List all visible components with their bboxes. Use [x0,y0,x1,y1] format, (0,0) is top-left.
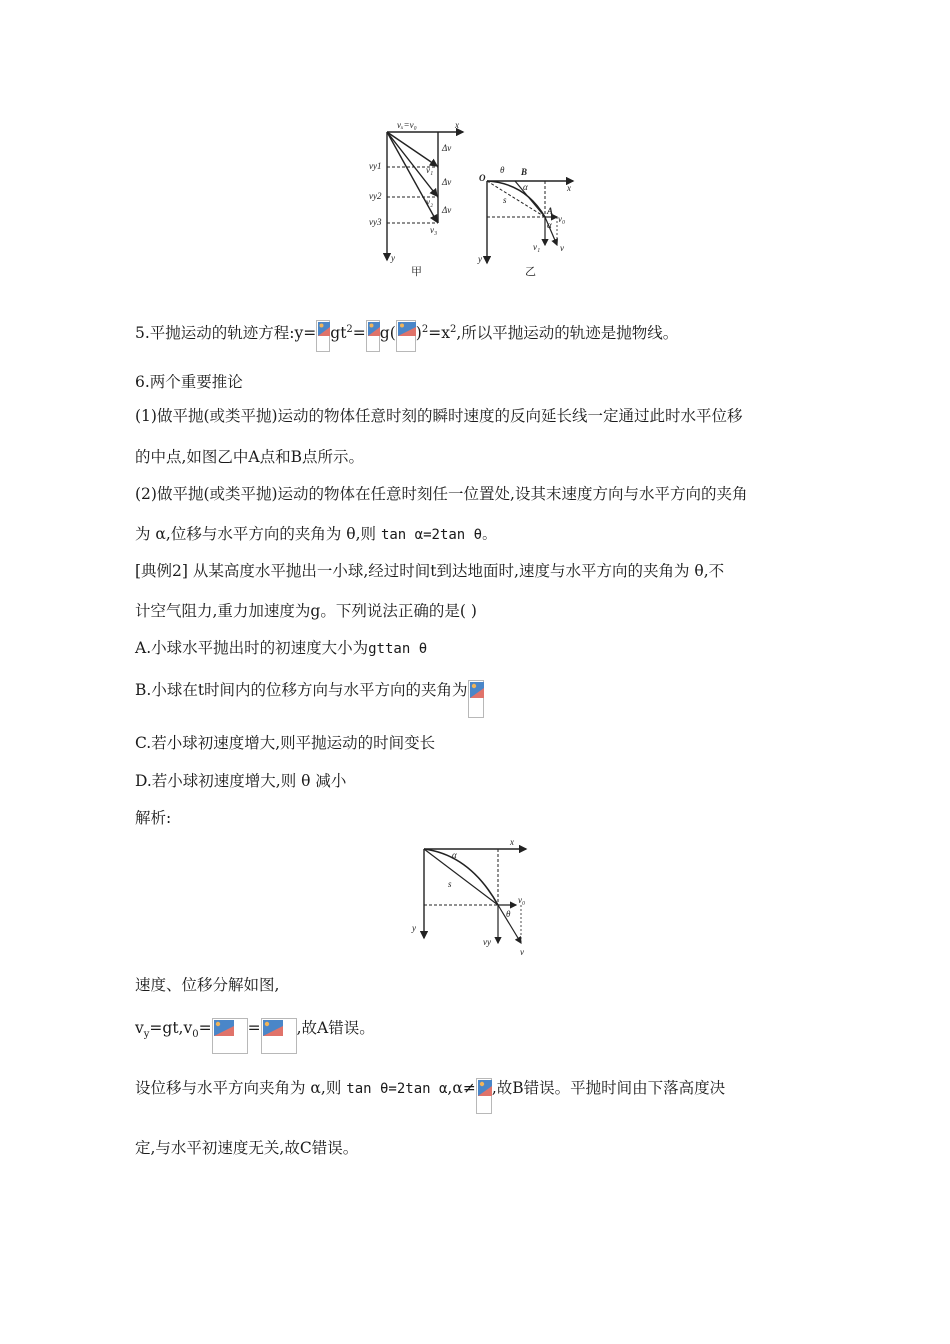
v1-label-yi: v₁ [533,242,541,252]
s-label-2: s [448,879,452,889]
option-d: D.若小球初速度增大,则 θ 减小 [135,772,347,790]
formula-image-icon [212,1018,248,1054]
item6-p2-line1: (2)做平抛(或类平抛)运动的物体在任意时刻任一位置处,设其末速度方向与水平方向的夹角 [135,485,748,503]
formula-image-icon [468,680,484,718]
y-axis-label: y [391,253,395,263]
s-label: s [503,195,507,205]
item5-equation: 5.平抛运动的轨迹方程:y= $gt^2=$ g( )$^2=x^2$,所以平抛运动的轨迹是抛物线。 [135,320,678,352]
theta-label-2: θ [506,909,511,919]
y-axis-label-2: y [412,923,416,933]
decomposition-labels [411,837,525,957]
dv-label-3: Δv [442,205,452,215]
formula-image-icon [366,320,380,352]
v2-label: v₂ [426,197,434,207]
v1-label: v₁ [426,165,434,175]
formula-image-icon [261,1018,297,1054]
jia-labels [369,120,459,263]
alpha-label-a: α [547,220,552,230]
dv-label-2: Δv [442,177,452,187]
example-question-line1: [典例2] 从某高度水平抛出一小球,经过时间t到达地面时,速度与水平方向的夹角为 θ,不 [135,562,725,580]
x-axis-label: x [455,120,459,130]
theta-label: θ [500,165,505,175]
v0-label-2: v₀ [518,895,526,905]
vx-label: vₓ=v₀ [397,120,417,130]
solution-line2: $v_y=gt,v_0=$ = ,故A错误。 [135,1018,375,1054]
option-c: C.若小球初速度增大,则平抛运动的时间变长 [135,734,436,752]
yi-labels [477,165,571,264]
vy1-label: vy1 [369,161,382,171]
solution-line4: 定,与水平初速度无关,故C错误。 [135,1139,359,1157]
option-b: B.小球在t时间内的位移方向与水平方向的夹角为 [135,680,484,718]
caption-yi: 乙 [525,266,536,278]
solution-line1: 速度、位移分解如图, [135,976,280,994]
v0-label: v₀ [558,214,566,224]
jiexi-label: 解析: [135,809,172,827]
item6-p1-line2: 的中点,如图乙中A点和B点所示。 [135,448,365,466]
O-label: O [479,173,486,183]
formula-image-icon [476,1078,492,1114]
item6-p2-line2: 为 α,位移与水平方向的夹角为 θ,则 tan α=2tan θ。 [135,525,497,543]
vy-label-2: vy [483,937,491,947]
alpha-label-2: α [452,850,457,860]
A-label: A [547,206,554,216]
v3-label: v₃ [430,225,438,235]
alpha-label: α [523,182,528,192]
formula-image-icon [396,320,416,352]
option-a: A.小球水平抛出时的初速度大小为gttan θ [135,639,428,657]
item6-title: 6.两个重要推论 [135,373,243,391]
caption-jia: 甲 [411,266,422,278]
vy3-label: vy3 [369,217,382,227]
x-axis-label-yi: x [567,183,571,193]
figure-jia-yi [355,115,605,285]
dv-label-1: Δv [442,143,452,153]
item6-p1-line1: (1)做平抛(或类平抛)运动的物体任意时刻的瞬时速度的反向延长线一定通过此时水平位移 [135,407,743,425]
formula-image-icon [316,320,330,352]
y-axis-label-yi: y [478,254,482,264]
B-label: B [521,167,528,177]
solution-line3: 设位移与水平方向夹角为 α,则 tan θ=2tan α,α≠ ,故B错误。平抛时间由下落高度决 [135,1078,725,1114]
x-axis-label-2: x [510,837,514,847]
figure-decomposition [408,833,548,958]
v-label: v [560,243,564,253]
example-question-line2: 计空气阻力,重力加速度为g。下列说法正确的是( ) [135,602,477,620]
v-label-2: v [520,947,524,957]
vy2-label: vy2 [369,191,382,201]
